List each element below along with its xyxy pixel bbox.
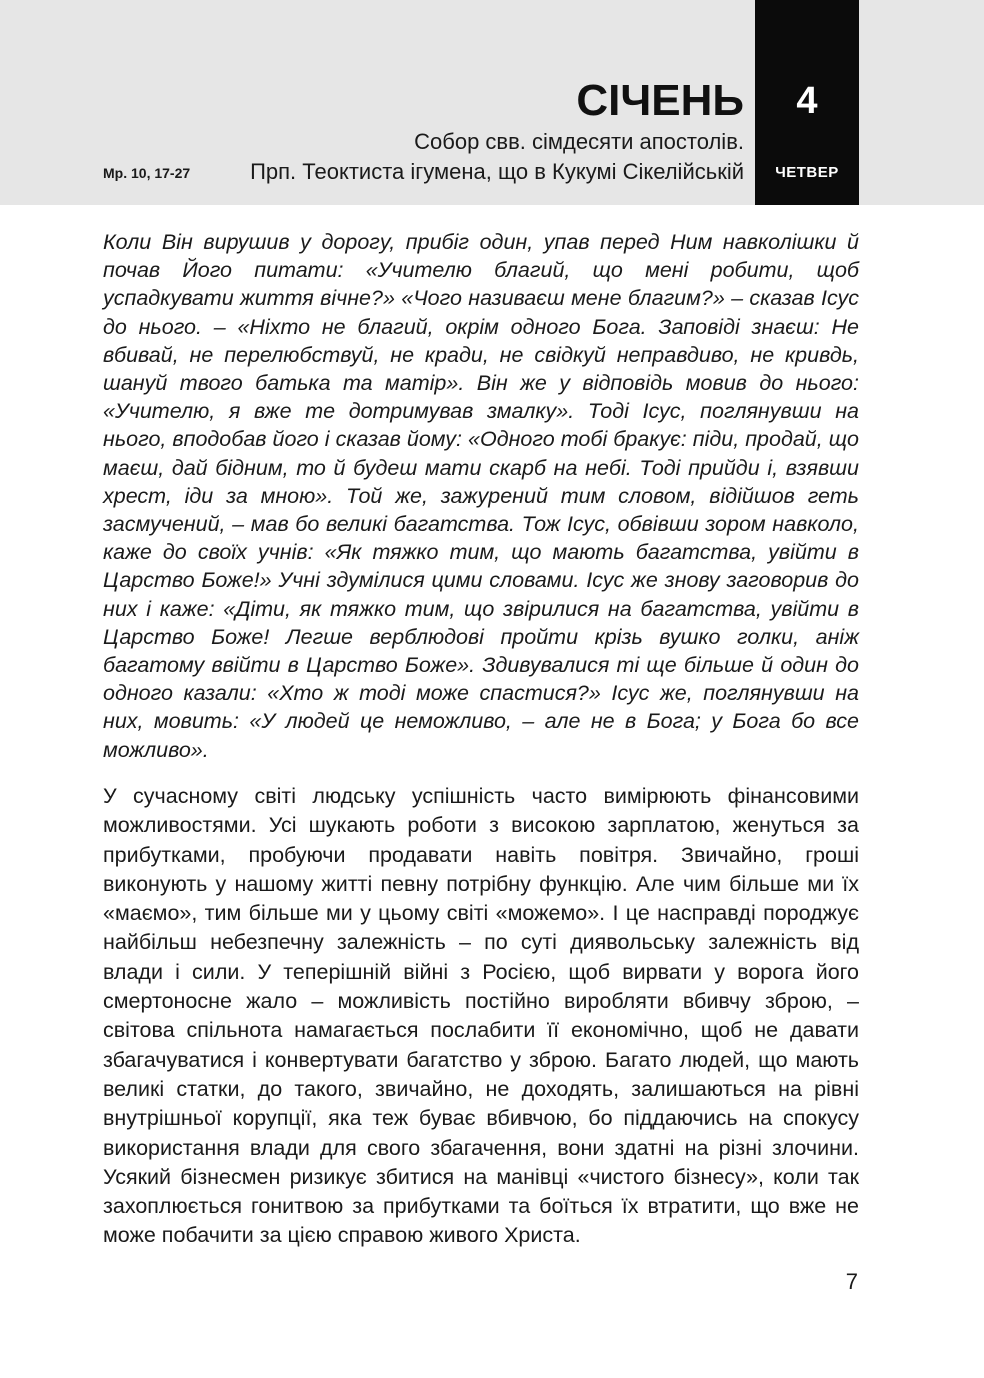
commentary-paragraph: У сучасному світі людську успішність часто вимірюють фінансовими можливостями. Усі шукають роботи з високою зарплатою, женуться за прибутками, пробуючи продавати навіть повітря. Звичайно, гроші виконують у нашому житті певну потрібну функцію. Але чим більше ми їх «маємо», тим більше ми у цьому світі «можемо». І це насправді породжує найбільш небезпечну залежність – по суті диявольську залежність від влади і сили. У теперішній війні з Росією, щоб вирвати у ворога його смертоносне жало – можливість постійно виробляти вбивчу зброю, – світова спільнота намагається послабити її економічно, щоб не давати збагачуватися і конвертувати багатство у зброю. Багато людей, що мають великі статки, до такого, звичайно, не доходять, залишаються на рівні внутрішньої корупції, яка теж буває вбивчою, бо піддаючись на спокусу використання влади для свого збагачення, вони здатні на різні злочини. Усякий бізнесмен ризикує збитися на манівці «чистого бізнесу», коли так захоплюється гонитвою за прибутками та боїться їх втратити, що вже не може побачити за цією справою живого Христа. [103,784,859,1248]
page-number: 7 [845,1269,858,1294]
reading-reference: Мр. 10, 17-27 [103,165,191,181]
scripture-passage: Коли Він вирушив у дорогу, прибіг один, упав перед Ним навколішки й почав Його питати: «Учителю благий, що мені робити, щоб успадкувати життя вічне?» «Чого називаєш мене благим?» – сказав Ісус до нього. – «Ніхто не благий, окрім одного Бога. Заповіді знаєш: Не вбивай, не перелюбствуй, не кради, не свідкуй неправдиво, не кривдь, шануй твого батька та матір». Він же у відповідь мовив до нього: «Учителю, я вже те дотримував змалку». Тоді Ісус, поглянувши на нього, вподобав його і сказав йому: «Одного тобі бракує: піди, продай, що маєш, дай бідним, то й будеш мати скарб на небі. Тоді прийди і, взявши хрест, іди за мною». Той же, зажурений тим словом, відійшов геть засмучений, – мав бо великі багатства. Тож Ісус, обвівши зором навколо, каже до своїх учнів: «Як тяжко тим, що мають багатства, увійти в Царство Боже!» Учні здумілися цими словами. Ісус же знову заговорив до них і каже: «Діти, як тяжко тим, що звірилися на багатства, увійти в Царство Боже! Легше верблюдові пройти крізь вушко голки, аніж багатому ввійти в Царство Боже». Здивувалися ті ще більше й один до одного казали: «Хто ж тоді може спастися?» Ісус же, поглянувши на них, мовить: «У людей це неможливо, – але не в Бога; у Бога бо все можливо». [103,230,859,762]
month-title: СІЧЕНЬ [576,76,744,125]
feast-line-1: Собор свв. сімдесяти апостолів. [414,129,744,154]
page-header [0,0,984,205]
day-number: 4 [796,80,818,122]
date-block [755,0,859,205]
weekday-label: ЧЕТВЕР [775,164,839,181]
feast-line-2: Прп. Теоктиста ігумена, що в Кукумі Сікелійській [250,159,744,184]
